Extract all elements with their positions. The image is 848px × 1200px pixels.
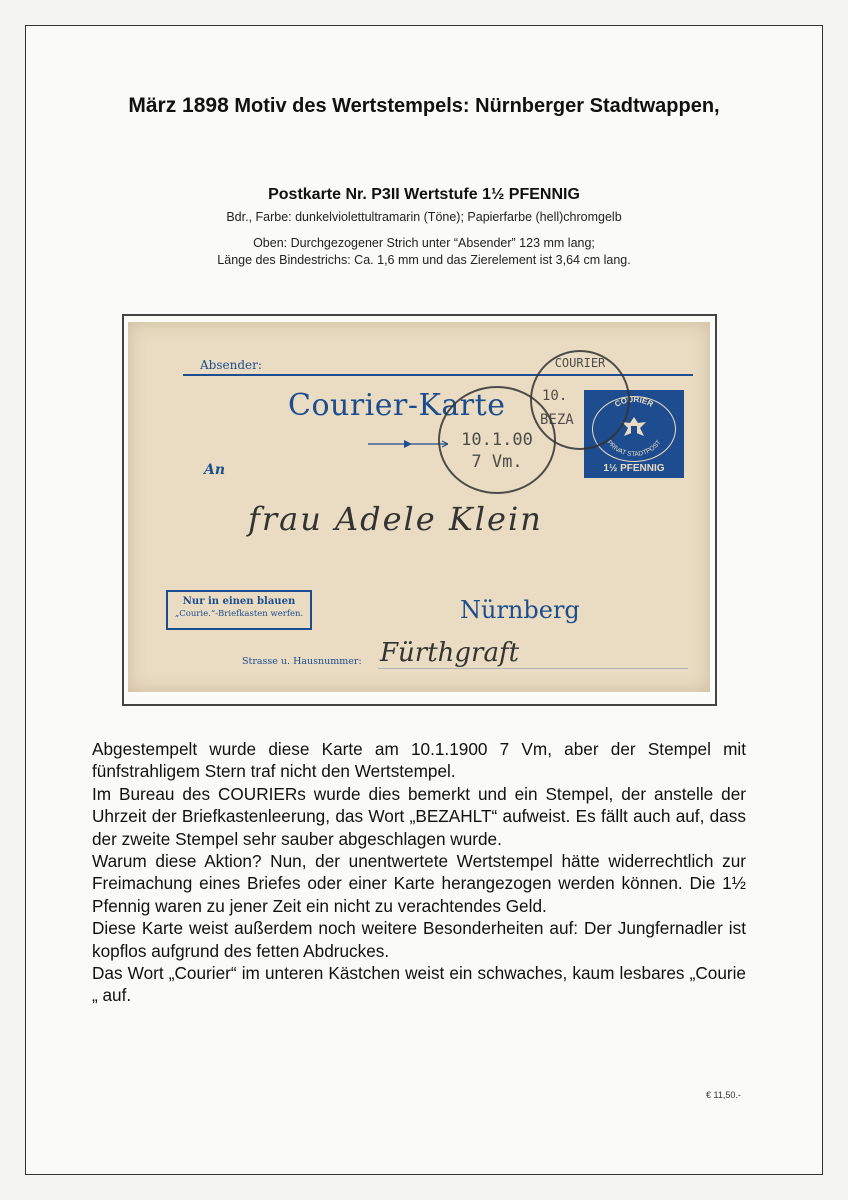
postcard xyxy=(128,322,710,692)
recipient-handwriting: frau Adele Klein xyxy=(248,500,543,538)
street-line xyxy=(378,668,688,669)
line-description: Oben: Durchgezogener Strich unter “Absender” 123 mm lang; xyxy=(253,236,595,250)
to-label: An xyxy=(204,462,226,478)
paragraph-1: Abgestempelt wurde diese Karte am 10.1.1900 7 Vm, aber der Stempel mit fünfstrahligem Stern traf nicht den Wertstempel. xyxy=(92,739,746,782)
stamp-bottom-text: PRIVAT STADTPOST xyxy=(605,439,663,459)
paragraph-2: Im Bureau des COURIERs wurde dies bemerkt und ein Stempel, der anstelle der Uhrzeit der Briefkastenleerung, das Wort „BEZAHLT“ aufweist. Es fällt auch auf, dass der zweite Stempel sehr sauber abgeschlagen wurde. xyxy=(92,783,746,849)
ornament-icon xyxy=(368,438,448,450)
street-handwriting: Fürthgraft xyxy=(380,638,520,668)
paragraph-4: Diese Karte weist außerdem noch weitere Besonderheiten auf: Der Jungfernadler ist kopflos aufgrund des fetten Abdruckes. xyxy=(92,918,746,961)
price-label: € 11,50.- xyxy=(706,1090,741,1100)
postmark2-word: BEZA xyxy=(540,412,574,428)
stamp-value: 1½ PFENNIG xyxy=(603,463,665,474)
paragraph-5: Das Wort „Courier“ im unteren Kästchen weist ein schwaches, kaum lesbares „Courie „ auf. xyxy=(92,963,746,1006)
title-text: Motiv des Wertstempels: Nürnberger Stadtwappen, xyxy=(234,95,720,117)
paragraph-3: Warum diese Aktion? Nun, der unentwertete Wertstempel hätte widerrechtlich zur Freimachung eines Briefes oder einer Karte herangezogen werden können. Die 1½ Pfennig waren zu jener Zeit ein nicht zu verachtendes Geld. xyxy=(92,851,746,916)
instruction-line-2: „Courie.“-Briefkasten werfen. xyxy=(174,609,304,619)
stamp-top-text: COURIER xyxy=(613,394,655,409)
page-title xyxy=(0,94,848,118)
title-date: März 1898 xyxy=(128,94,229,117)
date-postmark xyxy=(438,386,556,494)
postmark2-top: COURIER xyxy=(554,356,606,370)
postmark1-date: 10.1.00 xyxy=(461,430,533,450)
postmark2-date: 10. xyxy=(542,388,568,404)
city-name: Nürnberg xyxy=(460,596,580,624)
print-description: Bdr., Farbe: dunkelviolettultramarin (Töne); Papierfarbe (hell)chromgelb xyxy=(226,210,622,224)
description-text xyxy=(92,738,746,1007)
postmark1-time: 7 Vm. xyxy=(471,452,523,472)
instruction-line-1: Nur in einen blauen xyxy=(182,596,296,607)
card-title: Courier-Karte xyxy=(288,388,506,423)
hyphen-description: Länge des Bindestrichs: Ca. 1,6 mm und das Zierelement ist 3,64 cm lang. xyxy=(217,253,631,267)
sender-label: Absender: xyxy=(200,358,262,372)
street-label: Strasse u. Hausnummer: xyxy=(242,656,362,667)
mailbox-instruction-box xyxy=(166,590,312,630)
card-subtitle: Postkarte Nr. P3II Wertstufe 1½ PFENNIG xyxy=(268,186,580,203)
